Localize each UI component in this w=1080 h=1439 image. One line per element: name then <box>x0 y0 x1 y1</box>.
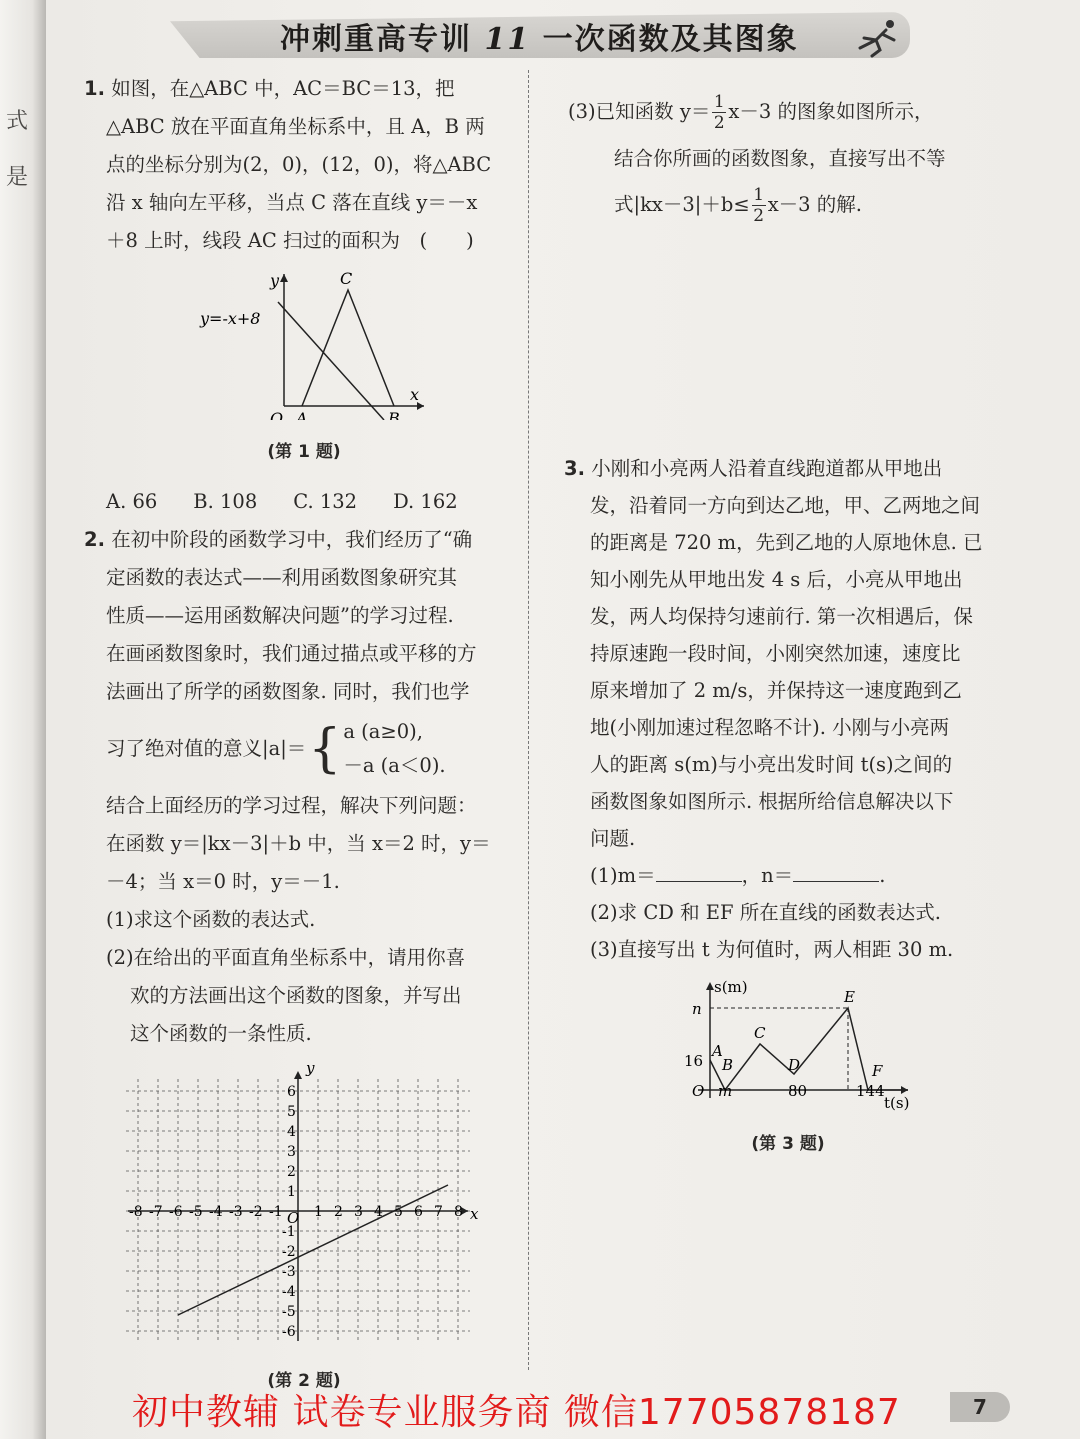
point-c-label: C <box>340 269 353 288</box>
choice-b: B. 108 <box>193 490 258 513</box>
point-a-label: A <box>296 409 308 420</box>
point-a-label: A <box>712 1042 723 1060</box>
point-f-label: F <box>872 1062 883 1080</box>
x-tick-label: -8 <box>129 1204 143 1220</box>
text-line: 法画出了所学的函数图象. 同时，我们也学 <box>106 680 470 703</box>
y-tick-label: 4 <box>287 1124 296 1140</box>
origin-label: O <box>270 409 284 420</box>
runner-icon <box>852 18 902 58</box>
spine-char: 式 <box>6 109 29 134</box>
right-column <box>564 88 1008 1163</box>
answer-blank-n[interactable] <box>793 859 879 882</box>
point-e-label: E <box>844 988 855 1006</box>
text-line: 人的距离 s(m)与小亮出发时间 t(s)之间的 <box>590 753 953 776</box>
header-topic: 一次函数及其图象 <box>542 22 799 57</box>
text-line: 在画函数图象时，我们通过描点或平移的方 <box>106 642 477 665</box>
text-line: 性质——运用函数解决问题”的学习过程. <box>106 604 454 627</box>
text-line: 欢的方法画出这个函数的图象，并写出 <box>130 984 462 1007</box>
y-tick-label: -2 <box>282 1244 296 1260</box>
denominator: 2 <box>753 205 765 226</box>
y-tick-label: 1 <box>287 1184 296 1200</box>
triangle-abc <box>302 290 394 406</box>
fraction-one-half <box>712 92 726 133</box>
figure-2-grid <box>84 1059 524 1349</box>
y-tick-label: 3 <box>287 1144 296 1160</box>
text-line: 地(小刚加速过程忽略不计). 小刚与小亮两 <box>590 716 950 739</box>
sub-question-2: (2)在给出的平面直角坐标系中，请用你喜 <box>106 946 466 969</box>
sub-question-1: (1)求这个函数的表达式. <box>106 908 316 931</box>
choice-d: D. 162 <box>393 490 458 513</box>
text-line: 原来增加了 2 m/s，并保持这一速度跑到乙 <box>590 679 962 702</box>
sub-question-3: (3)直接写出 t 为何值时，两人相距 30 m. <box>590 938 954 961</box>
text: ，n＝ <box>741 864 794 887</box>
text-line: 知小刚先从甲地出发 4 s 后，小亮从甲地出 <box>590 568 963 591</box>
column-divider <box>528 70 529 1370</box>
x-tick-label: 4 <box>374 1204 383 1220</box>
x-tick-label: -1 <box>269 1204 283 1220</box>
text-line: 持原速跑一段时间，小刚突然加速，速度比 <box>590 642 961 665</box>
choice-a: A. 66 <box>106 490 158 513</box>
text: . <box>879 864 886 887</box>
figure-caption: (第 2 题) <box>267 1371 341 1391</box>
text-line: 结合你所画的函数图象，直接写出不等 <box>614 147 946 170</box>
x-tick-label: 3 <box>354 1204 363 1220</box>
page-number: 7 <box>950 1392 1010 1422</box>
n-label: n <box>692 1000 702 1018</box>
text-line: 在函数 y＝|kx－3|＋b 中，当 x＝2 时，y＝ <box>106 832 491 855</box>
line-label: y=-x+8 <box>200 309 261 328</box>
point-b-label: B <box>388 409 400 420</box>
value-16-label: 16 <box>684 1052 704 1070</box>
text-line: 结合上面经历的学习过程，解决下列问题： <box>106 794 477 817</box>
x-tick-label: -4 <box>209 1204 223 1220</box>
origin-label: O <box>692 1082 705 1100</box>
x-tick-label: 7 <box>434 1204 443 1220</box>
x-axis-label: t(s) <box>884 1094 910 1112</box>
text-line: 函数图象如图所示. 根据所给信息解决以下 <box>590 790 954 813</box>
x-tick-label: 8 <box>454 1204 463 1220</box>
figure-caption: (第 1 题) <box>267 442 341 462</box>
m-label: m <box>718 1082 733 1100</box>
question-1 <box>84 70 524 521</box>
figure-caption: (第 3 题) <box>751 1134 825 1154</box>
x-tick-label: -5 <box>189 1204 203 1220</box>
y-tick-label: 5 <box>287 1104 296 1120</box>
left-column <box>84 70 524 1400</box>
y-tick-label: 6 <box>287 1084 296 1100</box>
y-tick-label: -1 <box>282 1224 296 1240</box>
x-tick-label: -2 <box>249 1204 263 1220</box>
sub-question-1 <box>568 857 1008 894</box>
figure-3 <box>568 974 1008 1114</box>
answer-choices <box>84 483 524 521</box>
text-line: 习了绝对值的意义|a|＝ <box>106 737 307 760</box>
x-tick-label: 2 <box>334 1204 343 1220</box>
text-line: 点的坐标分别为(2，0)，(12，0)，将△ABC <box>106 153 492 176</box>
page-header <box>280 14 799 58</box>
question-2 <box>84 521 524 1400</box>
case-1: a (a≥0), <box>343 720 423 743</box>
sub-question-2: (2)求 CD 和 EF 所在直线的函数表达式. <box>590 901 941 924</box>
x-tick-label: 6 <box>414 1204 423 1220</box>
text-line: 如图，在△ABC 中，AC＝BC＝13，把 <box>111 77 455 100</box>
figure-1 <box>84 260 524 420</box>
numerator: 1 <box>753 184 765 205</box>
x-axis-label: x <box>410 385 420 404</box>
denominator: 2 <box>713 112 725 133</box>
y-tick-label: -3 <box>282 1264 296 1280</box>
point-d-label: D <box>788 1056 801 1074</box>
value-144-label: 144 <box>856 1082 885 1100</box>
numerator: 1 <box>713 91 725 112</box>
text-line: 定函数的表达式——利用函数图象研究其 <box>106 566 458 589</box>
text-line: 这个函数的一条性质. <box>130 1022 312 1045</box>
question-2-continued <box>568 88 1008 232</box>
y-tick-label: -5 <box>282 1304 296 1320</box>
question-number: 1. <box>84 77 105 100</box>
x-tick-label: -7 <box>149 1204 163 1220</box>
line-y-eq-neg-x-plus-8 <box>278 302 384 420</box>
header-series: 冲刺重高专训 <box>280 22 472 57</box>
text-line: 式|kx－3|＋b≤ <box>614 193 750 216</box>
text-line: 发，沿着同一方向到达乙地，甲、乙两地之间 <box>590 494 981 517</box>
x-tick-label: 1 <box>314 1204 323 1220</box>
book-spine <box>0 0 46 1439</box>
header-number: 11 <box>484 22 531 57</box>
x-axis-label: x <box>470 1205 479 1223</box>
choice-c: C. 132 <box>293 490 358 513</box>
text-line: 的距离是 720 m，先到乙地的人原地休息. 已 <box>590 531 983 554</box>
fraction-one-half <box>752 185 766 226</box>
promo-watermark: 初中教辅 试卷专业服务商 微信17705878187 <box>132 1392 901 1433</box>
y-axis-label: y <box>306 1059 315 1077</box>
x-tick-label: 5 <box>394 1204 403 1220</box>
answer-blank-m[interactable] <box>656 859 742 882</box>
y-axis-label: y <box>270 271 280 290</box>
absolute-value-definition: 习了绝对值的意义|a|＝ { a (a≥0), －a (a＜0). <box>84 711 524 787</box>
text-line: 在初中阶段的函数学习中，我们经历了“确 <box>111 528 473 551</box>
x-tick-label: -6 <box>169 1204 183 1220</box>
text-line: 小刚和小亮两人沿着直线跑道都从甲地出 <box>591 457 943 480</box>
text: (1)m＝ <box>590 864 656 887</box>
question-number: 2. <box>84 528 105 551</box>
text-line: 发，两人均保持匀速前行. 第一次相遇后，保 <box>590 605 973 628</box>
case-2: －a (a＜0). <box>343 754 446 777</box>
text-line: △ABC 放在平面直角坐标系中，且 A，B 两 <box>106 115 485 138</box>
text-line: －4；当 x＝0 时，y＝－1. <box>106 870 340 893</box>
point-c-label: C <box>754 1024 766 1042</box>
question-number: 3. <box>564 457 585 480</box>
text-line: x－3 的图象如图所示， <box>728 100 934 123</box>
spine-char: 是 <box>6 165 29 190</box>
text-line: ＋8 上时，线段 AC 扫过的面积为 ( ) <box>106 229 474 252</box>
origin-label: O <box>287 1209 300 1227</box>
y-tick-label: -4 <box>282 1284 296 1300</box>
text-line: (3)已知函数 y＝ <box>568 100 711 123</box>
y-axis-label: s(m) <box>714 978 748 996</box>
text-line: 问题. <box>590 827 636 850</box>
point-b-label: B <box>722 1056 734 1074</box>
question-3 <box>564 450 1008 1163</box>
y-tick-label: 2 <box>287 1164 296 1180</box>
x-tick-label: -3 <box>229 1204 243 1220</box>
text-line: x－3 的解. <box>767 193 862 216</box>
y-tick-label: -6 <box>282 1324 296 1340</box>
value-80-label: 80 <box>788 1082 808 1100</box>
text-line: 沿 x 轴向左平移，当点 C 落在直线 y＝－x <box>106 191 478 214</box>
